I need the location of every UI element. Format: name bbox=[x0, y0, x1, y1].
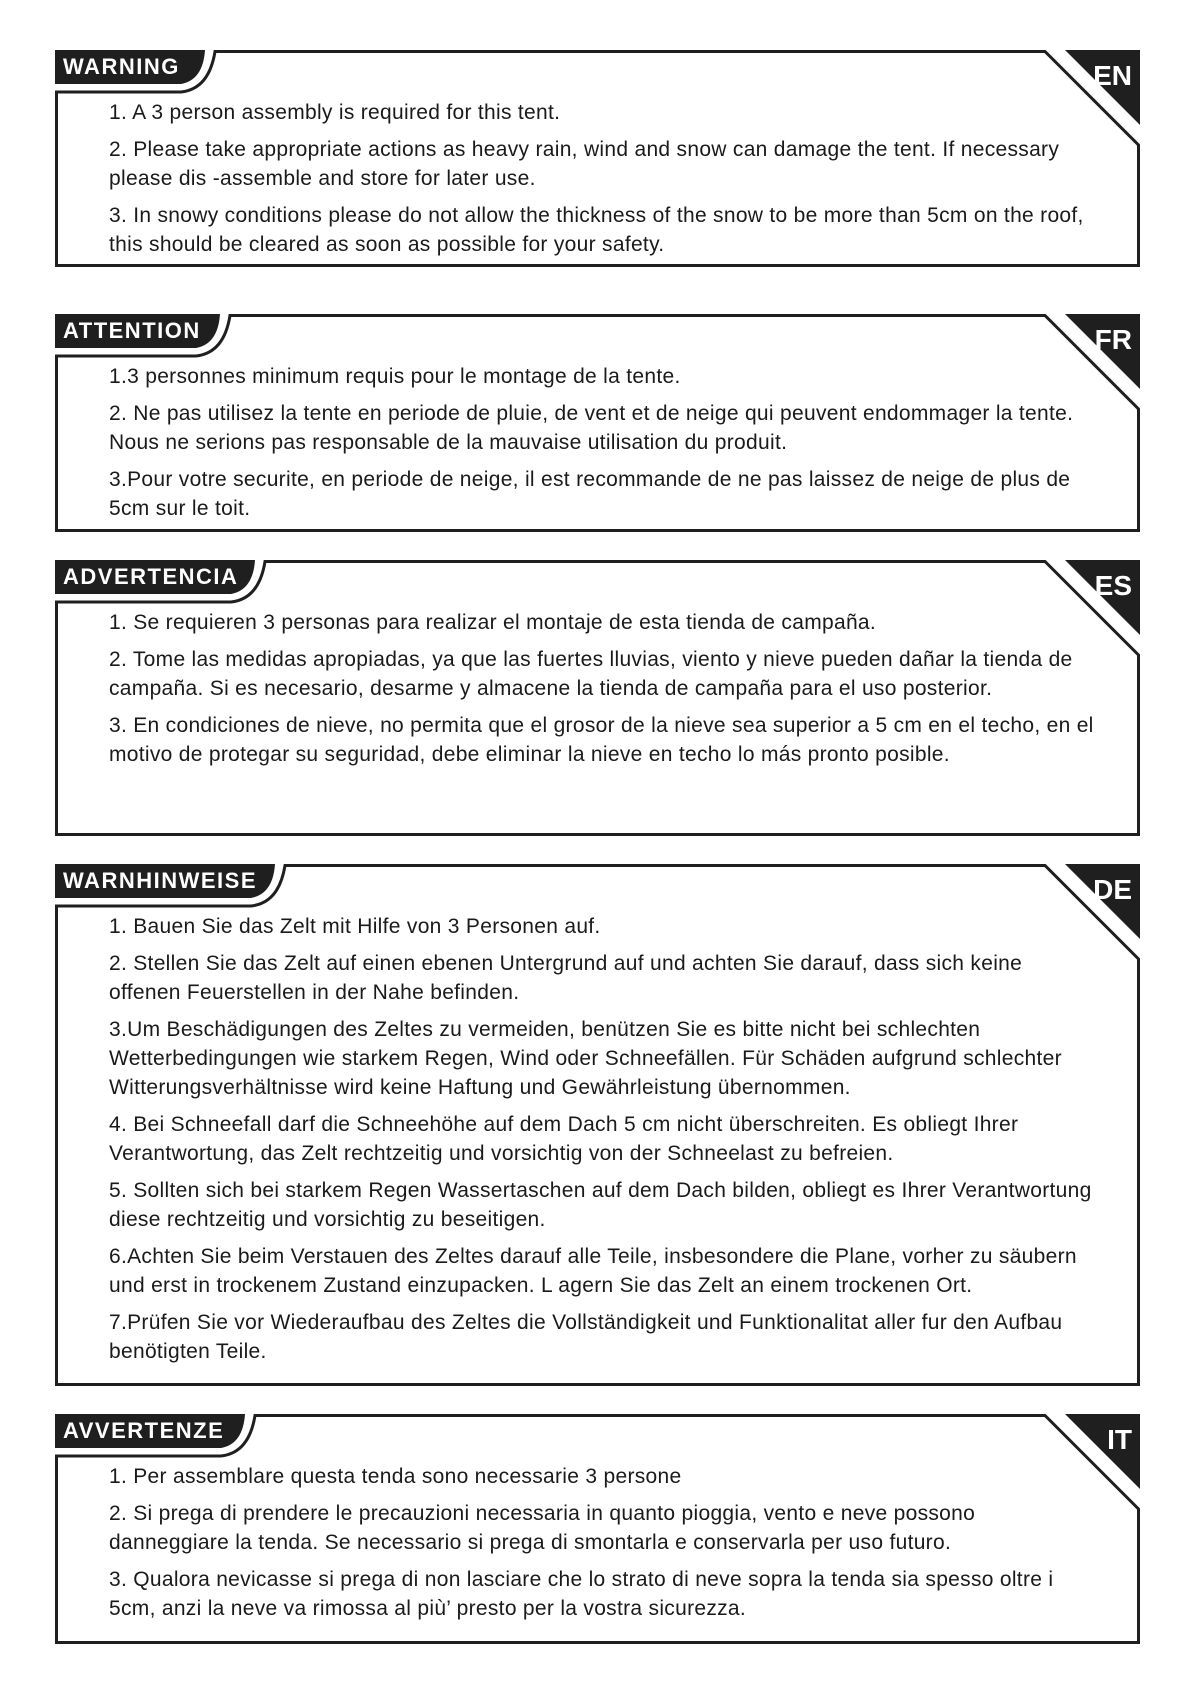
list-item: 3. En condiciones de nieve, no permita que el grosor de la nieve sea superior a 5 cm en el techo, en el motivo de protegar su seguridad, debe eliminar la nieve en techo lo más pronto posible. bbox=[109, 714, 1094, 766]
list-item: 2. Tome las medidas apropiadas, ya que las fuertes lluvias, viento y nieve pueden dañar la tienda de campaña. Si es necesario, desarme y almacene la tienda de campaña para el uso posterior. bbox=[109, 648, 1073, 700]
warning-list bbox=[109, 98, 1095, 267]
language-code: IT bbox=[1107, 1424, 1132, 1455]
section-it bbox=[55, 1414, 1140, 1644]
list-item: 1. Se requieren 3 personas para realizar el montaje de esta tienda de campaña. bbox=[109, 611, 877, 634]
list-item: 1.3 personnes minimum requis pour le montage de la tente. bbox=[109, 365, 681, 388]
list-item: 7.Prüfen Sie vor Wiederaufbau des Zeltes die Vollständigkeit und Funktionalitat aller fur den Aufbau benötigten Teile. bbox=[109, 1311, 1063, 1363]
language-code: EN bbox=[1093, 60, 1132, 91]
list-item: 3. Qualora nevicasse si prega di non lasciare che lo strato di neve sopra la tenda sia spesso oltre i 5cm, anzi la neve va rimossa al più’ presto per la vostra sicurezza. bbox=[109, 1568, 1054, 1620]
list-item: 2. Si prega di prendere le precauzioni necessaria in quanto pioggia, vento e neve possono danneggiare la tenda. Se necessario si prega di smontarla e conservarla per uso futuro. bbox=[109, 1502, 976, 1554]
list-item: 2. Ne pas utilisez la tente en periode de pluie, de vent et de neige qui peuvent endommager la tente. Nous ne serions pas responsable de la mauvaise utilisation du produit. bbox=[109, 402, 1074, 454]
section-label: ADVERTENCIA bbox=[63, 564, 239, 589]
warning-list bbox=[109, 608, 1095, 777]
section-de bbox=[55, 864, 1140, 1386]
section-label: AVVERTENZE bbox=[63, 1418, 225, 1443]
language-code: DE bbox=[1093, 874, 1132, 905]
list-item: 1. Bauen Sie das Zelt mit Hilfe von 3 Personen auf. bbox=[109, 915, 601, 938]
language-code: FR bbox=[1094, 324, 1132, 355]
warning-list bbox=[109, 362, 1095, 531]
section-en bbox=[55, 50, 1140, 267]
section-label: WARNING bbox=[63, 54, 180, 79]
section-label: WARNHINWEISE bbox=[63, 868, 257, 893]
warning-list bbox=[109, 912, 1095, 1374]
list-item: 6.Achten Sie beim Verstauen des Zeltes darauf alle Teile, insbesondere die Plane, vorher zu säubern und erst in trockenem Zustand einzupacken. L agern Sie das Zelt an einem trockenen Ort. bbox=[109, 1245, 1077, 1297]
list-item: 5. Sollten sich bei starkem Regen Wassertaschen auf dem Dach bilden, obliegt es Ihrer Verantwortung diese rechtzeitig und vorsichtig zu beseitigen. bbox=[109, 1179, 1092, 1231]
list-item: 2. Stellen Sie das Zelt auf einen ebenen Untergrund auf und achten Sie darauf, dass sich keine offenen Feuerstellen in der Nahe befinden. bbox=[109, 952, 1023, 1004]
warning-list bbox=[109, 1462, 1095, 1631]
list-item: 3.Pour votre securite, en periode de neige, il est recommande de ne pas laissez de neige de plus de 5cm sur le toit. bbox=[109, 468, 1071, 520]
list-item: 3.Um Beschädigungen des Zeltes zu vermeiden, benützen Sie es bitte nicht bei schlechten Wetterbedingungen wie starkem Regen, Wind oder Schneefällen. Für Schäden aufgrund schlechter Witterungsverhältnisse wird keine Haftung und Gewährleistung übernommen. bbox=[109, 1018, 1062, 1099]
list-item: 1. A 3 person assembly is required for this tent. bbox=[109, 101, 561, 124]
section-label: ATTENTION bbox=[63, 318, 201, 343]
language-code: ES bbox=[1094, 570, 1132, 601]
list-item: 2. Please take appropriate actions as heavy rain, wind and snow can damage the tent. If necessary please dis -assemble and store for later use. bbox=[109, 138, 1060, 190]
section-es bbox=[55, 560, 1140, 836]
list-item: 4. Bei Schneefall darf die Schneehöhe auf dem Dach 5 cm nicht überschreiten. Es obliegt Ihrer Verantwortung, das Zelt rechtzeitig und vorsichtig von der Schneelast zu befreien. bbox=[109, 1113, 1019, 1165]
section-fr bbox=[55, 314, 1140, 532]
list-item: 1. Per assemblare questa tenda sono necessarie 3 persone bbox=[109, 1465, 682, 1488]
list-item: 3. In snowy conditions please do not allow the thickness of the snow to be more than 5cm on the roof, this should be cleared as soon as possible for your safety. bbox=[109, 204, 1084, 256]
